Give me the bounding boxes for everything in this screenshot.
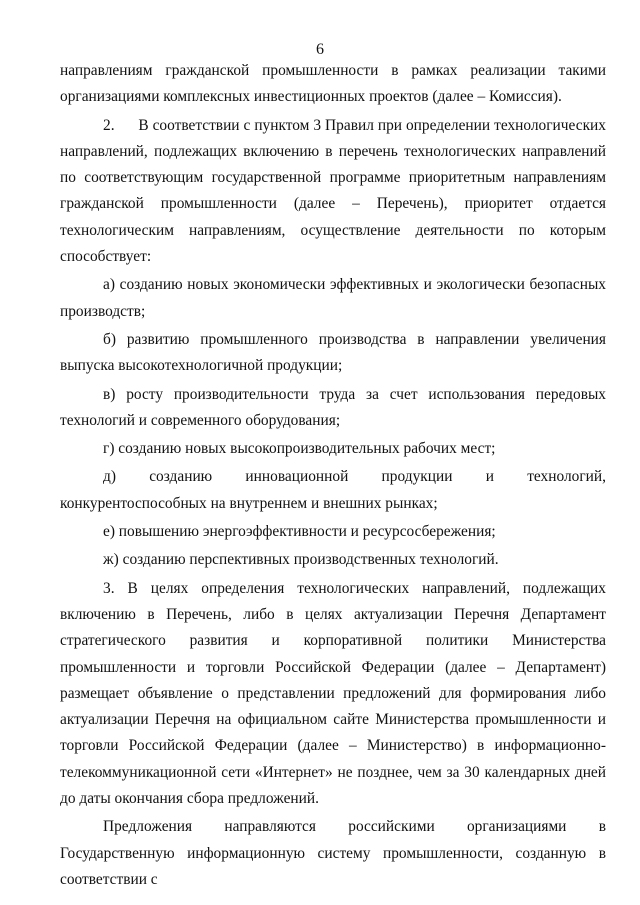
paragraph-continuation: направлениям гражданской промышленности в рамках реализации такими организациями комплексных инвестиционных проектов (далее – Комиссия).: [60, 62, 606, 106]
list-item-a: а) созданию новых экономически эффективных и экологически безопасных производств;: [60, 276, 606, 320]
paragraph-clause-2: 2. В соответствии с пунктом 3 Правил при определении технологических направлений, подлежащих включению в перечень технологических направлений по соответствующим государственной программе приоритетным направлениям гражданской промышленности (далее – Перечень), приоритет отдается технологическим направлениям, осуществление деятельности по которым способствует:: [60, 116, 606, 266]
list-item-zh: ж) созданию перспективных производственных технологий.: [103, 551, 499, 569]
list-item-e: е) повышению энергоэффективности и ресурсосбережения;: [103, 523, 496, 541]
list-item-v: в) росту производительности труда за счет использования передовых технологий и современного оборудования;: [60, 385, 606, 429]
document-body: [60, 58, 606, 893]
page-number: 6: [316, 41, 324, 58]
paragraph-clause-3: 3. В целях определения технологических направлений, подлежащих включению в Перечень, либо в целях актуализации Перечня Департамент стратегического развития и корпоративной политики Министерства промышленности и торговли Российской Федерации (далее – Департамент) размещает объявление о представлении предложений для формирования либо актуализации Перечня на официальном сайте Министерства промышленности и торговли Российской Федерации (далее – Министерство) в информационно-телекоммуникационной сети «Интернет» не позднее, чем за 30 календарных дней до даты окончания сбора предложений.: [60, 579, 606, 808]
list-item-b: б) развитию промышленного производства в направлении увеличения выпуска высокотехнологичной продукции;: [60, 330, 606, 375]
list-item-g: г) созданию новых высокопроизводительных рабочих мест;: [103, 440, 496, 458]
paragraph-proposals: Предложения направляются российскими организациями в Государственную информационную систему промышленности, созданную в соответствии с: [60, 818, 606, 888]
list-item-d: д) созданию инновационной продукции и технологий, конкурентоспособных на внутреннем и внешних рынках;: [60, 468, 606, 512]
